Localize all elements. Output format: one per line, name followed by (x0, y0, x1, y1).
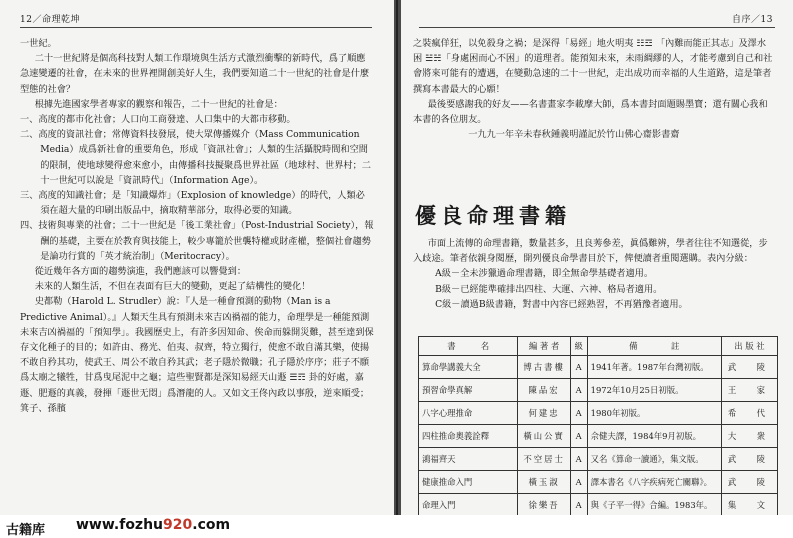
paragraph: 二十一世紀將是個高科技對人類工作環境與生活方式激烈衝擊的新時代，爲了順應急速變遷的社會，在未來的世界裡開創美好人生，我們要知道二十一世紀的社會是什麼型態的社會？ (20, 53, 370, 95)
right-page-body (413, 36, 775, 142)
cell-author: 何建忠 (518, 402, 570, 425)
paragraph: 市面上流傳的命理書籍，數量甚多，且良莠參差，眞僞難辨，學者往往不知選從，步入歧途。筆者依親身閱歷，開列優良命學書目於下，俾便讀者重閱選購。表內分級： (413, 238, 768, 265)
cell-note: 與《子平一得》合編。1983年。 (587, 494, 721, 516)
paragraph: 根據先進國家學者專家的觀察和報告，二十一世紀的社會是： (34, 98, 283, 110)
url-suffix: .com (192, 517, 231, 533)
cell-note: 又名《算命一讀通》，集文版。 (587, 448, 721, 471)
cell-title: 預習命學真解 (419, 379, 518, 402)
table-row (419, 379, 778, 402)
left-page (0, 0, 394, 515)
right-page-header: 自序／13 (732, 15, 773, 25)
cell-title: 鴻福齊天 (419, 448, 518, 471)
left-header-rule (20, 27, 372, 28)
grade-item: B級－已經能準確排出四柱、大運、六神、格局者適用。 (435, 283, 663, 295)
cell-grade: A (570, 471, 587, 494)
cell-grade: A (570, 379, 587, 402)
cell-publisher: 大 衆 (721, 425, 777, 448)
table-row (419, 425, 778, 448)
cell-author: 橫玉淑 (518, 471, 570, 494)
cell-note: 譯本書名《八字疾病死亡關聯》。 (587, 471, 721, 494)
cell-title: 算命學講義大全 (419, 356, 518, 379)
cell-grade: A (570, 448, 587, 471)
site-watermark (0, 515, 793, 538)
paragraph: 未來的人類生活，不但在表面有巨大的變動，更起了結構性的變化！ (34, 281, 311, 293)
table-row (419, 402, 778, 425)
cell-note: 佘健夫譯，1984年9月初版。 (587, 425, 721, 448)
header-grade: 級 (570, 337, 587, 356)
list-item: 四、技術與專業的社會；二十一世紀是「後工業社會」（Post-Industrial Society），報酬的基礎，主要在於教育與技能上，較少專籠於世襲特權或財產權，整個社會趨勢是論功行賞的「英才統治制」（Meritocracy）。 (20, 220, 374, 262)
cell-title: 健康推命入門 (419, 471, 518, 494)
left-page-body (20, 36, 374, 416)
cell-grade: A (570, 425, 587, 448)
section-title: 優良命理書籍 (415, 204, 571, 228)
cell-publisher: 希 代 (721, 402, 777, 425)
grade-item: A級－全未涉獵過命理書籍，即全無命學基礎者適用。 (435, 268, 654, 280)
paragraph: 史都勒（Harold L. Strudler）說：『人是一種會預測的動物（Man is a Predictive Animal）。』人類天生具有預測未來吉凶禍福的能力，命理學是一種能預測未來吉凶禍福的「預知學」。我國歷史上，有許多因知命、俟命而躲開災難，甚至達到保存文化種子的目的；如許由、務光、伯夷、叔齊，特立獨行，使愈不敢自滿其樂，使揚不敢自矜其功，使武王、周公不敢自矜其武；老子隱於微職；孔子隱於序序；莊子不願爲太廟之犧牲，甘爲曳尾泥中之龜；這些聖賢都是深知易經天山遯 ☰☶ 卦的好處，嘉遯、肥遯的真義，發揮「遯世无悶」爲潛龍的人。又如文王佟內政以事殷，逆來順受；箕子、孫臏 (20, 296, 374, 414)
paragraph: 從近幾年各方面的趨勢演進，我們應該可以響覺到： (34, 266, 247, 278)
cell-publisher: 武 陵 (721, 448, 777, 471)
closing-signature: 一九九一年辛未春秋鍾義明謹記於竹山佛心齋影書齋 (468, 129, 680, 141)
paragraph: 之裝瘋佯狂，以免殺身之禍；是深得「易經」地火明夷 ☷☲ 「內難而能正其志」及澤水困 ☱☵「身處困而心不困」的道理者。能預知未來，未雨綢繆的人，才能考慮到自己和社會將來可能有的遭遇，在變動急速的二十一世紀，走出成功而幸福的人生道路，這是筆者撰寫本書最大的心願！ (413, 38, 773, 95)
list-item: 二、高度的資訊社會；常傳資料技發展，使大眾傳播媒介（Mass Communication Media）成爲新社會的重要角色，形成「資訊社會」；人類的生活攝脫時間和空間的限制，使地球變得愈來愈小，由傳播科技擬聚爲世界社區（地球村、世界村；二十一世紀可以說是「資訊時代」（Information Age）。 (20, 129, 371, 186)
table-row (419, 356, 778, 379)
right-page (401, 0, 793, 515)
grade-item: C級－讀過B級書籍，對書中內容已經熟習，不再猶豫者適用。 (435, 298, 688, 310)
cell-publisher: 武 陵 (721, 356, 777, 379)
cell-author: 陳品宏 (518, 379, 570, 402)
table-row (419, 494, 778, 516)
watermark-site-name: 古籍库 (6, 523, 46, 538)
cell-grade: A (570, 494, 587, 516)
header-title: 書 名 (419, 337, 518, 356)
cell-publisher: 集 文 (721, 494, 777, 516)
left-page-header: 12／命理乾坤 (20, 15, 80, 25)
cell-publisher: 王 家 (721, 379, 777, 402)
table-row (419, 448, 778, 471)
cell-grade: A (570, 402, 587, 425)
cell-author: 徐樂吾 (518, 494, 570, 516)
right-header-rule (419, 27, 775, 28)
book-list-table (418, 336, 778, 515)
list-item: 一、高度的都市化社會；人口向工商發達、人口集中的大都市移動。 (20, 114, 296, 126)
url-prefix: www.fozhu (76, 517, 164, 533)
cell-note: 1980年初版。 (587, 402, 721, 425)
cell-title: 命理入門 (419, 494, 518, 516)
cell-note: 1941年著。1987年台灣初版。 (587, 356, 721, 379)
cell-author: 橫山公實 (518, 425, 570, 448)
header-author: 編 著 者 (518, 337, 570, 356)
cell-note: 1972年10月25日初版。 (587, 379, 721, 402)
list-item: 三、高度的知識社會；是「知識爆炸」（Explosion of knowledge）的時代，人類必須在超大量的印刷出版品中，摘取精華部分，取得必要的知識。 (20, 190, 365, 217)
cell-author: 不空居士 (518, 448, 570, 471)
section-body (413, 236, 775, 312)
table-header-row (419, 337, 778, 356)
watermark-url[interactable] (76, 517, 230, 533)
cell-title: 八字心理推命 (419, 402, 518, 425)
cell-publisher: 武 陵 (721, 471, 777, 494)
cell-title: 四柱推命奧義詮釋 (419, 425, 518, 448)
header-publisher: 出 版 社 (721, 337, 777, 356)
paragraph: 最後要感謝我的好友——名書畫家李載摩大師，爲本書封面題賜墨寶；還有關心我和本書的各位朋友。 (413, 98, 768, 126)
cell-author: 博古書樓 (518, 356, 570, 379)
header-note: 備 註 (587, 337, 721, 356)
book-gutter (394, 0, 401, 515)
table-row (419, 471, 778, 494)
cell-grade: A (570, 356, 587, 379)
url-number: 920 (163, 517, 193, 533)
paragraph: 一世紀。 (20, 38, 57, 49)
